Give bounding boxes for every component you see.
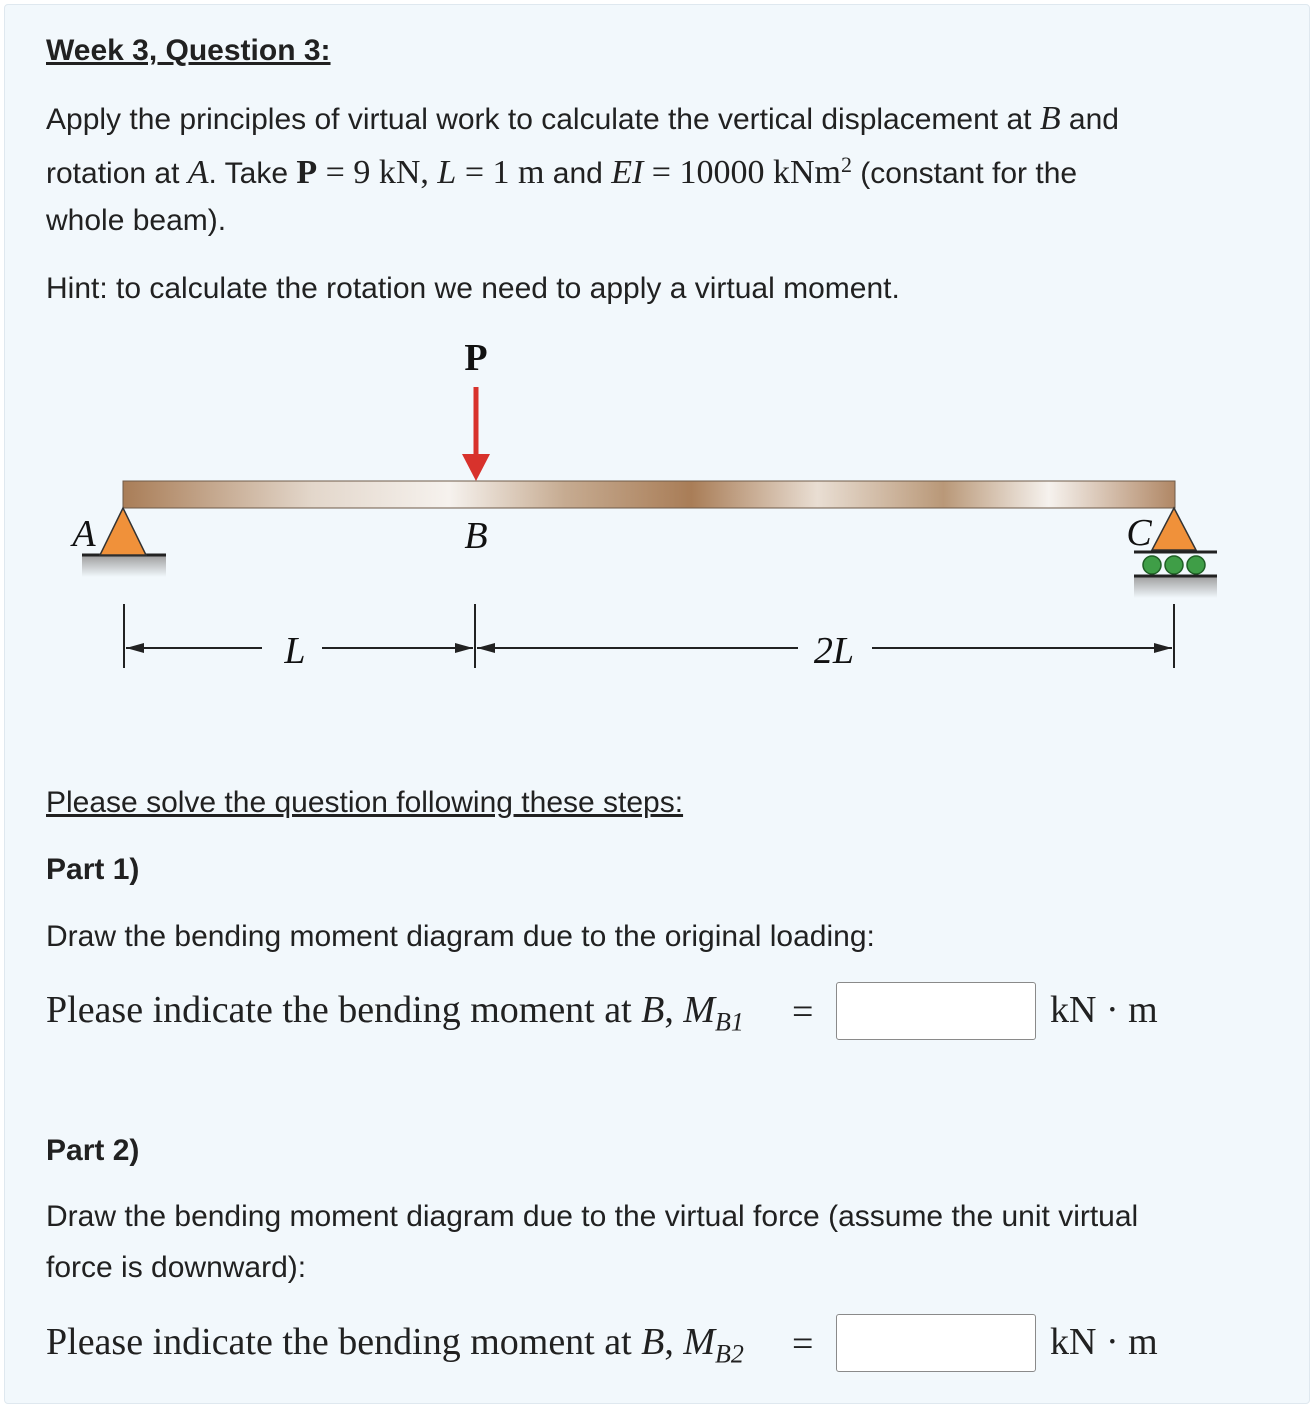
roller-wheel bbox=[1187, 556, 1205, 574]
dim-label-2l: 2L bbox=[813, 630, 855, 672]
pin-support-a bbox=[100, 508, 146, 555]
dim-arrowhead bbox=[126, 643, 144, 653]
hint-text: Hint: to calculate the rotation we need to apply a virtual moment. bbox=[46, 272, 900, 305]
roller-wheel bbox=[1165, 556, 1183, 574]
intro-text: and bbox=[544, 157, 612, 190]
stiffness-value: = 10000 kNm bbox=[643, 154, 841, 191]
intro-line-3: whole beam). bbox=[46, 204, 227, 237]
ground-c bbox=[1134, 576, 1217, 598]
stiffness-symbol: EI bbox=[611, 154, 644, 191]
length-value: = 1 m bbox=[456, 154, 545, 191]
load-value: = 9 kN, bbox=[317, 154, 438, 191]
part2-equals: = bbox=[792, 1323, 814, 1365]
part2-instruction-line1: Draw the bending moment diagram due to the virtual force (assume the unit virtual bbox=[46, 1200, 1139, 1233]
part2-answer-input[interactable] bbox=[836, 1314, 1036, 1372]
point-b-symbol: B bbox=[641, 1321, 665, 1363]
dim-label-l: L bbox=[284, 630, 306, 672]
dim-arrowhead bbox=[477, 643, 495, 653]
load-arrow-head bbox=[462, 454, 490, 481]
question-title: Week 3, Question 3: bbox=[46, 34, 331, 67]
intro-text: (constant for the bbox=[851, 157, 1078, 190]
exponent: 2 bbox=[840, 152, 852, 177]
steps-heading: Please solve the question following these steps: bbox=[46, 786, 684, 819]
roller-support-c bbox=[1152, 508, 1196, 550]
part1-unit: kN · m bbox=[1050, 989, 1158, 1031]
load-label: P bbox=[464, 337, 488, 379]
intro-text: rotation at bbox=[46, 157, 188, 190]
moment-symbol: M bbox=[683, 989, 716, 1031]
point-c-label: C bbox=[1126, 512, 1152, 554]
prompt-text: Please indicate the bending moment at bbox=[46, 989, 642, 1031]
part1-equals: = bbox=[792, 991, 814, 1033]
beam bbox=[123, 481, 1175, 508]
part2-instruction-line2: force is downward): bbox=[46, 1251, 307, 1284]
part1-answer-input[interactable] bbox=[836, 982, 1036, 1040]
roller-wheel bbox=[1143, 556, 1161, 574]
prompt-text: Please indicate the bending moment at bbox=[46, 1321, 642, 1363]
load-symbol: P bbox=[296, 154, 318, 191]
part2-prompt bbox=[46, 1320, 744, 1370]
dim-arrowhead bbox=[1154, 643, 1172, 653]
length-symbol: L bbox=[437, 154, 457, 191]
dim-arrowhead bbox=[455, 643, 473, 653]
part1-heading: Part 1) bbox=[46, 853, 140, 886]
point-b-symbol: B bbox=[641, 989, 665, 1031]
part2-heading: Part 2) bbox=[46, 1134, 140, 1167]
moment-subscript: B2 bbox=[715, 1339, 744, 1369]
point-a-symbol: A bbox=[187, 154, 209, 191]
point-a-label: A bbox=[72, 513, 96, 555]
intro-text: and bbox=[1060, 103, 1119, 136]
intro-text: Apply the principles of virtual work to calculate the vertical displacement at bbox=[46, 103, 1040, 136]
part1-instruction: Draw the bending moment diagram due to the original loading: bbox=[46, 920, 875, 953]
point-b-label: B bbox=[464, 515, 488, 557]
comma: , bbox=[664, 989, 684, 1031]
part1-prompt bbox=[46, 988, 744, 1038]
moment-subscript: B1 bbox=[715, 1007, 744, 1037]
part2-unit: kN · m bbox=[1050, 1321, 1158, 1363]
intro-text: . Take bbox=[208, 157, 297, 190]
point-b-symbol: B bbox=[1039, 100, 1061, 137]
ground-a bbox=[82, 555, 166, 577]
moment-symbol: M bbox=[683, 1321, 716, 1363]
comma: , bbox=[664, 1321, 684, 1363]
